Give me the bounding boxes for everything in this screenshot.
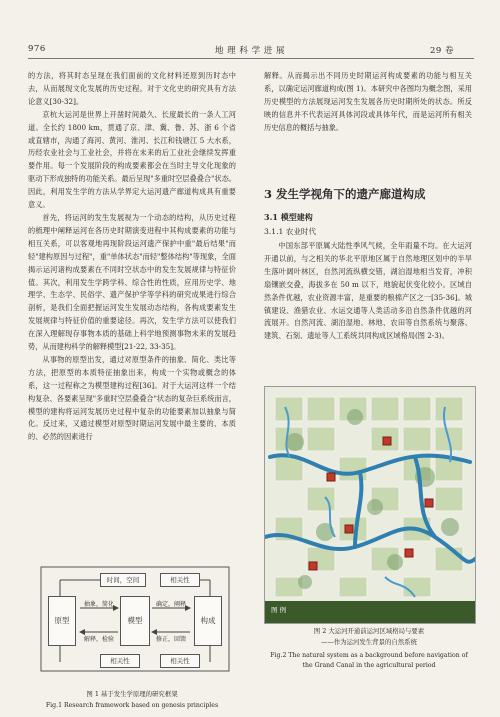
abstract-label: 抽象，简化 (83, 601, 114, 608)
construct-box: 构成 (194, 596, 222, 646)
relevance-box-right: 相关性 (160, 654, 200, 668)
relevance-box-top: 相关性 (160, 573, 200, 587)
explain-label: 解释，检验 (83, 636, 114, 643)
figure-2-caption-en-line2: the Grand Canal in the agricultural period (302, 662, 436, 669)
paragraph: 中国东部平原属大陆性季风气候，全年雨量不均。在大运河开通以前，与之相关的华北平原地区属于自然地理区划中的半旱生落叶阔叶林区，自然河流纵横交错，湖泊湿地相当发育，冲积扇镶嵌交叠，海拔多在 50 m 以下，地貌起伏变化较小。区域自然条件优越，农业资源丰富，是重要的粮棉产区之一[35-36]。城镇建设、渔猎农业、水运交通等人类活动多沿自然条件优越的河流展开。自然河流、湖泊湿地、林地、农田等自然系统与聚落、建筑、石刻、遗址等人工系统共同构成区域格局(图 2-3)。 (264, 241, 472, 341)
relevance-box-left: 相关性 (100, 654, 140, 668)
paragraph: 京杭大运河是世界上开凿时间最久、长度最长的一条人工河道。全长约 1800 km，贯通了京、津、冀、鲁、苏、浙 6 个省或直辖市，沟通了海河、黄河、淮河、长江和钱塘江 5 大水系，历经农业社会与工业社会，并将在未来的后工业社会继续发挥重要作用。每一个发展阶段的构成要素都会在当时主导文化现象的驱动下形成独特的功能关系。最后呈现"多重时空层叠叠合"状态。因此，利用发生学的方法从学界定大运河遗产廊道构成具有重要意义。 (28, 109, 236, 210)
section-title: 3 发生学视角下的遗产廊道构成 (264, 187, 426, 201)
subsection-title: 3.1 模型建构 (264, 212, 313, 222)
volume-label: 29 卷 (430, 46, 455, 56)
figure-1 (40, 566, 230, 684)
figure-1-caption-en: Fig.1 Research framework based on genesis principles (45, 702, 219, 709)
paragraph: 从事物的原型出发，通过对原型条件的抽象、简化、类比等方法，把原型的本质特征抽象出来，构成一个实物或概念的体系，这一过程称之为模型建构过程[36]。对于大运河这样一个结构复杂、各要素呈现"多重时空层叠叠合"状态的复杂巨系统而言，模型的建构将运河发展历史过程中复杂的功能要素加以抽象与简化。反过来，又通过模型对原型时期运河发展中最主要的、本质的、必然的因素进行 (28, 354, 236, 442)
left-column (28, 70, 236, 444)
paragraph: 解释。从而揭示出不同历史时期运河构成要素的功能与相互关系，以确定运河廊道构成(图 1)。本研究中各图均为概念图，采用历史模型的方法展现运河发生发展各历史时期所处的状态。所反映的信息并不代表运河具体河段或具体年代，而是运河所有相关历史信息的概括与抽象。 (264, 71, 472, 132)
revise-label: 修正，回馈 (155, 636, 186, 643)
figure-2-caption-en-line1: Fig.2 The natural system as a background before navigation of (270, 652, 468, 659)
confirm-label: 确定，阐释 (155, 601, 186, 608)
figure-1-caption: 图 1 基于发生学原理的研究框架 (86, 690, 178, 698)
header-rule (28, 58, 474, 59)
map-graphic (265, 387, 475, 623)
figure-2-caption-line2: ——作为运河发生背景的自然系统 (321, 638, 417, 646)
paragraph: 的方法，将其时态呈现在我们面前的文化材料还原到历时态中去，从而展现文化发展的历史过程。对于文化史的研究具有方法论意义[30-32]。 (28, 71, 236, 106)
journal-title: 地 理 科 学 进 展 (214, 46, 285, 56)
figure-2-caption-line1: 图 2 大运河开通前运河区域格局与要素 (313, 627, 425, 635)
prototype-box: 原型 (48, 596, 76, 646)
subsubsection-title: 3.1.1 农业时代 (264, 227, 317, 236)
legend-title: 图 例 (271, 606, 287, 614)
page-number: 976 (28, 44, 46, 54)
time-space-box: 时间，空间 (100, 573, 146, 587)
figure-2-map (264, 386, 476, 624)
model-box: 模型 (120, 596, 150, 646)
paragraph: 首先，将运河的发生发展视为一个动态的结构，从历史过程的梳理中阐释运河在各历史时期演变进程中其构成要素的功能与相互关系，可以客观地再现阶段运河遗产保护中重"最后结果"而轻"建构原因与过程"，重"单体状态"而轻"整体结构"等现象，全面揭示运河诸构成要素在不同时空状态中的发生发展规律与特征价值。其次，利用发生学跨学科、综合性的性质，应用历史学、地理学、生态学、民俗学、遗产保护学等学科的研究成果进行综合剖析，是我们全面把握运河发生发展动态结构，各构成要素发生发展规律与特征价值的重要途径。再次，发生学方法可以使我们在深入理解现存事物本质的基础上科学地预测事物未来的发展趋势，从而建构科学的解释模型[21-22, 33-35]。 (28, 212, 236, 352)
right-column-body (264, 240, 472, 343)
right-column (264, 70, 472, 135)
